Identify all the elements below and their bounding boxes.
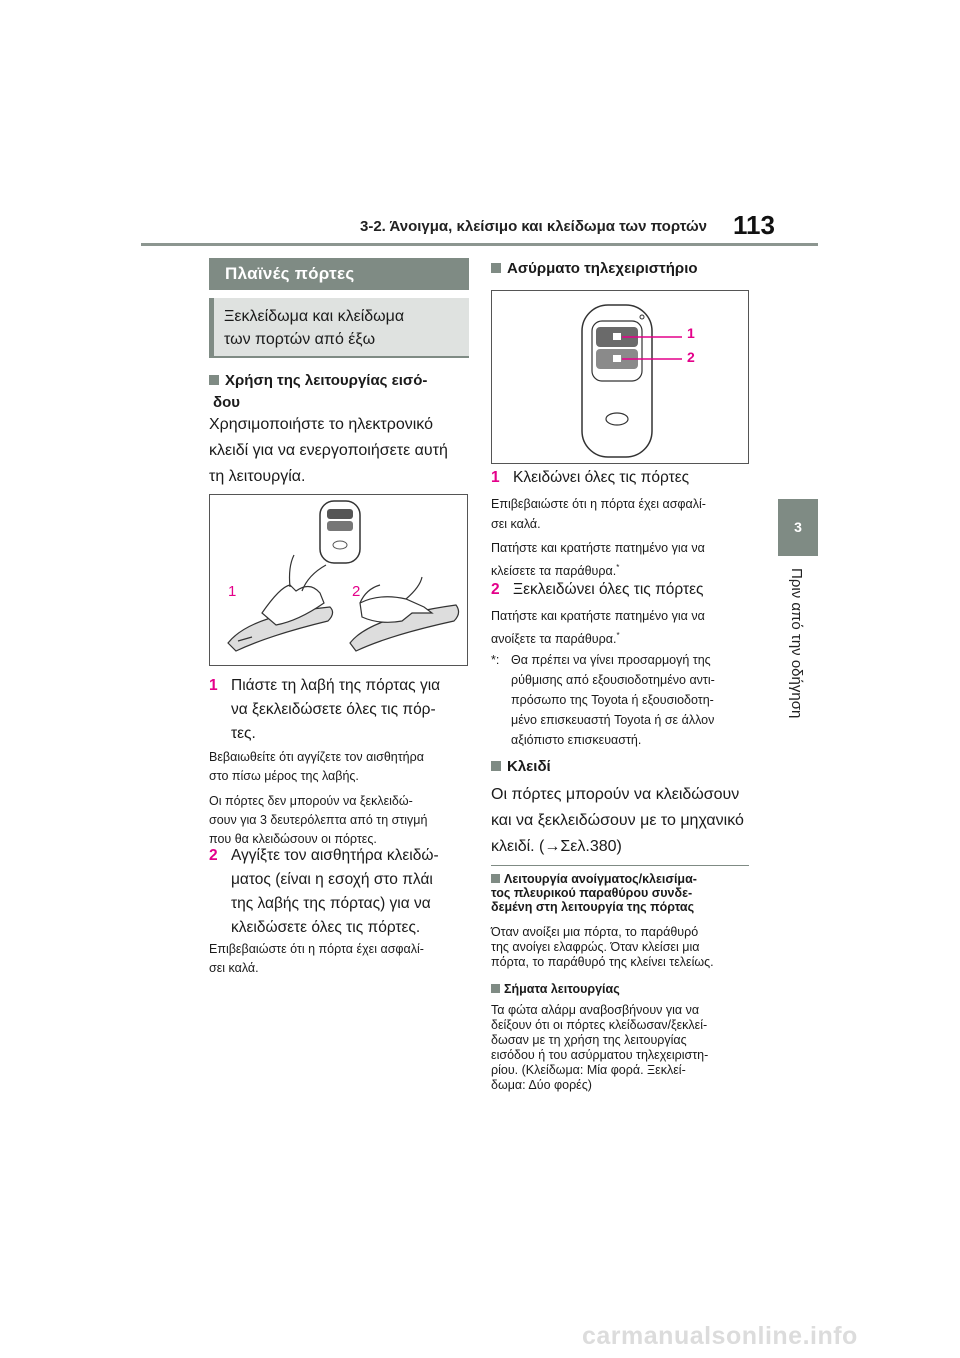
remote-heading: Ασύρματο τηλεχειριστήριο <box>491 258 698 280</box>
step-1: 1 Πιάστε τη λαβή της πόρτας για να ξεκλειδώσετε όλες τις πόρ- τες. <box>209 674 440 746</box>
door-handle-illustration <box>210 495 467 665</box>
header-rule <box>141 243 818 246</box>
entry-function-heading: Χρήση της λειτουργίας εισό- δου <box>209 370 427 414</box>
key-text: Οι πόρτες μπορούν να κλειδώσουν και να ξεκλειδώσουν με το μηχανικό κλειδί. (→Σελ.380) <box>491 786 744 855</box>
remote-figure <box>491 290 749 464</box>
footnote: *: Θα πρέπει να γίνει προσαρμογή της ρύθμισης από εξουσιοδοτημένο αντι- πρόσωπο της Toyota ή εξουσιοδοτη- μένο επισκευαστή Toyota ή σε άλλον αξιόπιστο επισκευαστή. <box>491 650 715 750</box>
remote-step-2: 2 Ξεκλειδώνει όλες τις πόρτες <box>491 578 704 602</box>
step-2-notes: Επιβεβαιώστε ότι η πόρτα έχει ασφαλί- σει καλά. <box>209 942 424 975</box>
bullet-square-icon <box>491 761 501 771</box>
remote-step-1-notes: Επιβεβαιώστε ότι η πόρτα έχει ασφαλί- σει καλά. Πατήστε και κρατήστε πατημένο για να κλείσετε τα παράθυρα.* <box>491 497 706 579</box>
bullet-square-icon <box>491 984 500 993</box>
signals-heading: Σήματα λειτουργίας <box>491 982 620 996</box>
chapter-tab: 3 <box>778 499 818 556</box>
step-2: 2 Αγγίξτε τον αισθητήρα κλειδώ- ματος (είναι η εσοχή στο πλάι της λαβής της πόρτας) για να κλειδώσετε όλες τις πόρτες. <box>209 844 439 940</box>
bullet-square-icon <box>209 375 219 385</box>
step-1-notes: Βεβαιωθείτε ότι αγγίζετε τον αισθητήρα στο πίσω μέρος της λαβής. Οι πόρτες δεν μπορούν να ξεκλειδώ- σουν για 3 δευτερόλεπτα από τη στιγμή που θα κλειδώσουν οι πόρτες. <box>209 750 428 846</box>
bullet-square-icon <box>491 263 501 273</box>
step-number: 1 <box>209 677 218 694</box>
footnote-mark: *: <box>491 653 500 667</box>
page-number: 113 <box>733 210 775 240</box>
divider <box>491 865 749 866</box>
section-subtitle <box>209 298 469 358</box>
figure-callout-2: 2 <box>352 583 361 600</box>
entry-function-text: Χρησιμοποιήστε το ηλεκτρονικό κλειδί για να ενεργοποιήσετε αυτή τη λειτουργία. <box>209 416 448 485</box>
watermark: carmanualsonline.info <box>582 1322 858 1350</box>
signals-text: Τα φώτα αλάρμ αναβοσβήνουν για να δείξουν ότι οι πόρτες κλείδωσαν/ξεκλεί- δωσαν με τη χρήση της λειτουργίας εισόδου ή του ασύρματου τηλεχειριστη- ρίου. (Κλείδωμα: Μία φορά. Ξεκλεί- δωμα: Δύο φορές) <box>491 1003 709 1092</box>
remote-step-2-notes: Πατήστε και κρατήστε πατημένο για να ανοίξετε τα παράθυρα.* <box>491 609 705 647</box>
subtitle-line: των πορτών από έξω <box>224 331 376 348</box>
key-heading: Κλειδί <box>491 756 551 778</box>
step-number: 2 <box>491 581 500 598</box>
chapter-title: 3-2. Άνοιγμα, κλείσιμο και κλείδωμα των πορτών <box>360 218 707 235</box>
remote-callout-2: 2 <box>687 349 695 365</box>
window-function-text: Όταν ανοίξει μια πόρτα, το παράθυρό της ανοίγει ελαφρώς. Όταν κλείσει μια πόρτα, το παράθυρό της κλείνει τελείως. <box>491 925 714 969</box>
subtitle-line: Ξεκλείδωμα και κλείδωμα <box>224 308 405 325</box>
bullet-square-icon <box>491 874 500 883</box>
remote-callout-1: 1 <box>687 325 695 341</box>
step-number: 2 <box>209 847 218 864</box>
figure-callout-1: 1 <box>228 583 237 600</box>
remote-key-illustration <box>492 291 748 463</box>
door-handle-figure <box>209 494 468 666</box>
remote-step-1: 1 Κλειδώνει όλες τις πόρτες <box>491 466 689 490</box>
window-function-heading: Λειτουργία ανοίγματος/κλεισίμα- τος πλευρικού παραθύρου συνδε- δεμένη στη λειτουργία της πόρτας <box>491 872 697 914</box>
chapter-side-label: Πριν από την οδήγηση <box>788 568 805 719</box>
section-title: Πλαϊνές πόρτες <box>209 258 469 290</box>
step-number: 1 <box>491 469 500 486</box>
